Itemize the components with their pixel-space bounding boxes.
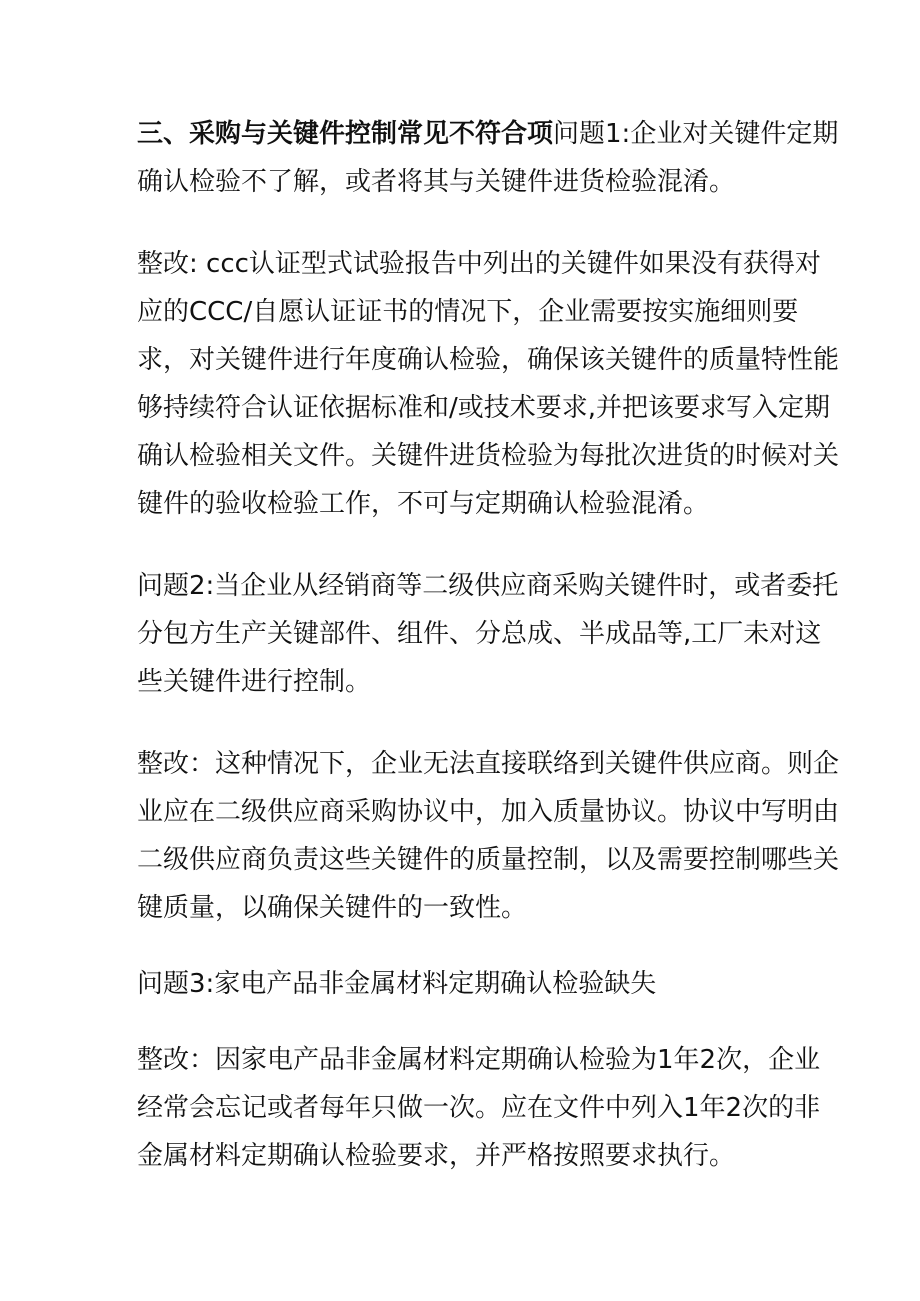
answer-2-paragraph: 整改：这种情况下，企业无法直接联络到关键件供应商。则企业应在二级供应商采购协议中，加入质量协议。协议中写明由二级供应商负责这些关键件的质量控制，以及需要控制哪些关键质量，以确保关键件的一致性。 (137, 749, 840, 923)
answer-1-paragraph: 整改: ccc认证型式试验报告中列出的关键件如果没有获得对应的CCC/自愿认证证书的情况下，企业需要按实施细则要求，对关键件进行年度确认检验，确保该关键件的质量特性能够持续符合认证依据标准和/或技术要求,并把该要求写入定期确认检验相关文件。关键件进货检验为每批次进货的时候对关键件的验收检验工作，不可与定期确认检验混淆。 (137, 249, 840, 519)
question-1-paragraph (137, 110, 840, 206)
question-3-paragraph: 问题3:家电产品非金属材料定期确认检验缺失 (137, 969, 657, 999)
question-2-paragraph: 问题2:当企业从经销商等二级供应商采购关键件时，或者委托分包方生产关键部件、组件、分总成、半成品等,工厂未对这些关键件进行控制。 (137, 571, 839, 697)
question-1-text: 问题1:企业对关键件定期确认检验不了解，或者将其与关键件进货检验混淆。 (137, 119, 839, 197)
answer-3-paragraph: 整改：因家电产品非金属材料定期确认检验为1年2次，企业经常会忘记或者每年只做一次。应在文件中列入1年2次的非金属材料定期确认检验要求，并严格按照要求执行。 (137, 1045, 821, 1171)
section-heading: 三、采购与关键件控制常见不符合项 (137, 119, 554, 149)
